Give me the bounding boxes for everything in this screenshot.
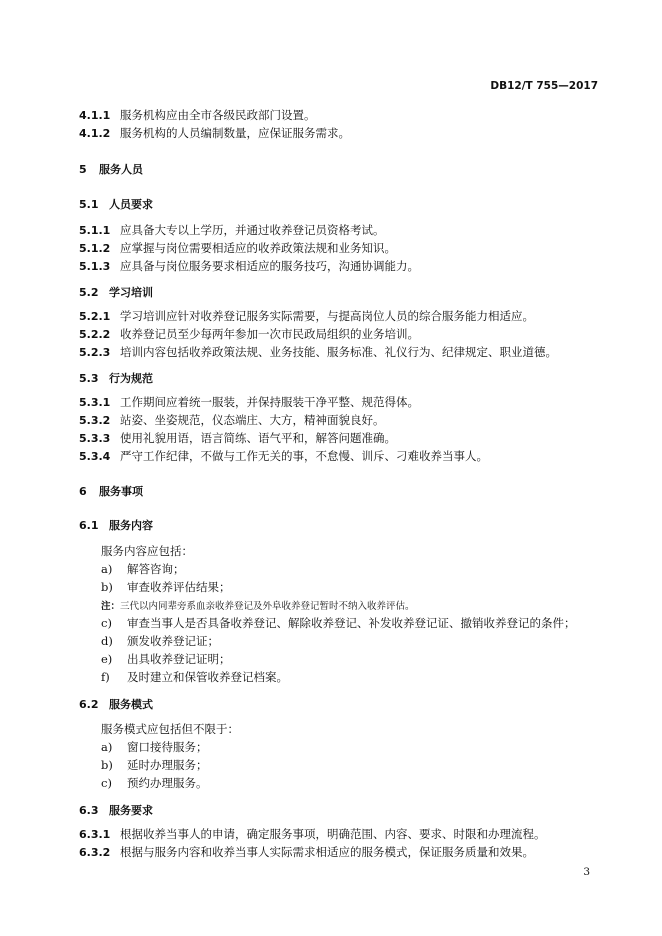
list-label: d) xyxy=(101,634,113,648)
clause-text: 根据与服务内容和收养当事人实际需求相适应的服务模式，保证服务质量和效果。 xyxy=(120,845,534,859)
note-text: 三代以内同辈旁系血亲收养登记及外阜收养登记暂时不纳入收养评估。 xyxy=(120,601,415,612)
list-text: 审查收养评估结果； xyxy=(127,580,231,594)
clause xyxy=(79,308,534,324)
subsection-number: 6.1 xyxy=(79,519,99,532)
clause xyxy=(79,844,534,860)
list-text: 出具收养登记证明； xyxy=(127,652,231,666)
list-item xyxy=(101,669,288,685)
clause-number: 6.3.2 xyxy=(79,846,111,859)
note xyxy=(101,598,415,612)
list-item xyxy=(101,615,576,631)
list-label: a) xyxy=(101,562,113,576)
clause-number: 4.1.2 xyxy=(79,127,111,140)
list-text: 审查当事人是否具备收养登记、解除收养登记、补发收养登记证、撤销收养登记的条件； xyxy=(127,616,576,630)
clause xyxy=(79,412,385,428)
list-text: 颁发收养登记证； xyxy=(127,634,219,648)
clause-number: 5.3.1 xyxy=(79,396,111,409)
clause-number: 5.2.2 xyxy=(79,328,111,341)
section-title: 服务事项 xyxy=(99,485,143,498)
clause-number: 5.2.1 xyxy=(79,310,111,323)
subsection-number: 5.1 xyxy=(79,198,99,211)
list-label: c) xyxy=(101,616,112,630)
clause xyxy=(79,448,488,464)
clause-4-1-2 xyxy=(79,125,350,141)
clause-number: 4.1.1 xyxy=(79,109,111,122)
page-number: 3 xyxy=(583,866,590,878)
clause xyxy=(79,326,419,342)
clause-number: 5.1.3 xyxy=(79,260,111,273)
list-text: 延时办理服务； xyxy=(127,758,208,772)
subsection-number: 5.3 xyxy=(79,372,99,385)
clause-text: 培训内容包括收养政策法规、业务技能、服务标准、礼仪行为、纪律规定、职业道德。 xyxy=(120,345,557,359)
list-label: c) xyxy=(101,776,112,790)
clause xyxy=(79,826,546,842)
subsection-heading xyxy=(79,370,153,386)
section-number: 5 xyxy=(79,163,87,176)
clause-text: 学习培训应针对收养登记服务实际需要，与提高岗位人员的综合服务能力相适应。 xyxy=(120,309,534,323)
clause-text: 服务机构应由全市各级民政部门设置。 xyxy=(120,108,316,122)
clause-number: 5.3.3 xyxy=(79,432,111,445)
list-label: b) xyxy=(101,580,113,594)
clause-number: 5.1.1 xyxy=(79,224,111,237)
clause xyxy=(79,344,557,360)
list-text: 预约办理服务。 xyxy=(127,776,208,790)
list-item xyxy=(101,739,208,755)
intro-text: 服务内容应包括： xyxy=(101,544,193,558)
subsection-number: 6.2 xyxy=(79,698,99,711)
clause-4-1-1 xyxy=(79,107,316,123)
list-text: 及时建立和保管收养登记档案。 xyxy=(127,670,288,684)
clause-number: 5.1.2 xyxy=(79,242,111,255)
clause-number: 5.2.3 xyxy=(79,346,111,359)
clause-text: 收养登记员至少每两年参加一次市民政局组织的业务培训。 xyxy=(120,327,419,341)
list-label: a) xyxy=(101,740,113,754)
subsection-title: 服务要求 xyxy=(109,804,153,817)
clause-text: 工作期间应着统一服装，并保持服装干净平整、规范得体。 xyxy=(120,395,419,409)
clause-text: 使用礼貌用语，语言简练、语气平和，解答问题准确。 xyxy=(120,431,396,445)
subsection-heading xyxy=(79,284,153,300)
list-item xyxy=(101,633,219,649)
clause-text: 站姿、坐姿规范，仪态端庄、大方，精神面貌良好。 xyxy=(120,413,385,427)
intro-text: 服务模式应包括但不限于： xyxy=(101,722,239,736)
clause-number: 5.3.4 xyxy=(79,450,111,463)
section-heading xyxy=(79,161,143,177)
clause-text: 严守工作纪律，不做与工作无关的事，不怠慢、训斥、刁难收养当事人。 xyxy=(120,449,488,463)
list-item xyxy=(101,561,185,577)
subsection-heading xyxy=(79,802,153,818)
section-title: 服务人员 xyxy=(99,163,143,176)
document-id: DB12/T 755—2017 xyxy=(490,80,598,92)
subsection-title: 学习培训 xyxy=(109,286,153,299)
subsection-title: 行为规范 xyxy=(109,372,153,385)
clause-number: 6.3.1 xyxy=(79,828,111,841)
subsection-number: 6.3 xyxy=(79,804,99,817)
clause-text: 应掌握与岗位需要相适应的收养政策法规和业务知识。 xyxy=(120,241,396,255)
subsection-heading xyxy=(79,696,153,712)
subsection-title: 服务模式 xyxy=(109,698,153,711)
section-heading xyxy=(79,483,143,499)
clause xyxy=(79,394,419,410)
clause-text: 服务机构的人员编制数量，应保证服务需求。 xyxy=(120,126,350,140)
list-label: e) xyxy=(101,652,113,666)
section-number: 6 xyxy=(79,485,87,498)
list-label: f) xyxy=(101,670,110,684)
clause xyxy=(79,430,396,446)
clause-text: 应具备大专以上学历，并通过收养登记员资格考试。 xyxy=(120,223,385,237)
note-label: 注： xyxy=(101,601,121,612)
subsection-title: 服务内容 xyxy=(109,519,153,532)
subsection-number: 5.2 xyxy=(79,286,99,299)
list-item xyxy=(101,651,231,667)
subsection-heading xyxy=(79,517,153,533)
list-text: 窗口接待服务； xyxy=(127,740,208,754)
clause xyxy=(79,222,385,238)
clause-number: 5.3.2 xyxy=(79,414,111,427)
subsection-title: 人员要求 xyxy=(109,198,153,211)
list-item xyxy=(101,775,208,791)
list-text: 解答咨询； xyxy=(127,562,185,576)
clause xyxy=(79,258,419,274)
clause-text: 应具备与岗位服务要求相适应的服务技巧，沟通协调能力。 xyxy=(120,259,419,273)
list-item xyxy=(101,757,208,773)
clause-text: 根据收养当事人的申请，确定服务事项，明确范围、内容、要求、时限和办理流程。 xyxy=(120,827,546,841)
clause xyxy=(79,240,396,256)
list-label: b) xyxy=(101,758,113,772)
list-item xyxy=(101,579,231,595)
subsection-heading xyxy=(79,196,153,212)
